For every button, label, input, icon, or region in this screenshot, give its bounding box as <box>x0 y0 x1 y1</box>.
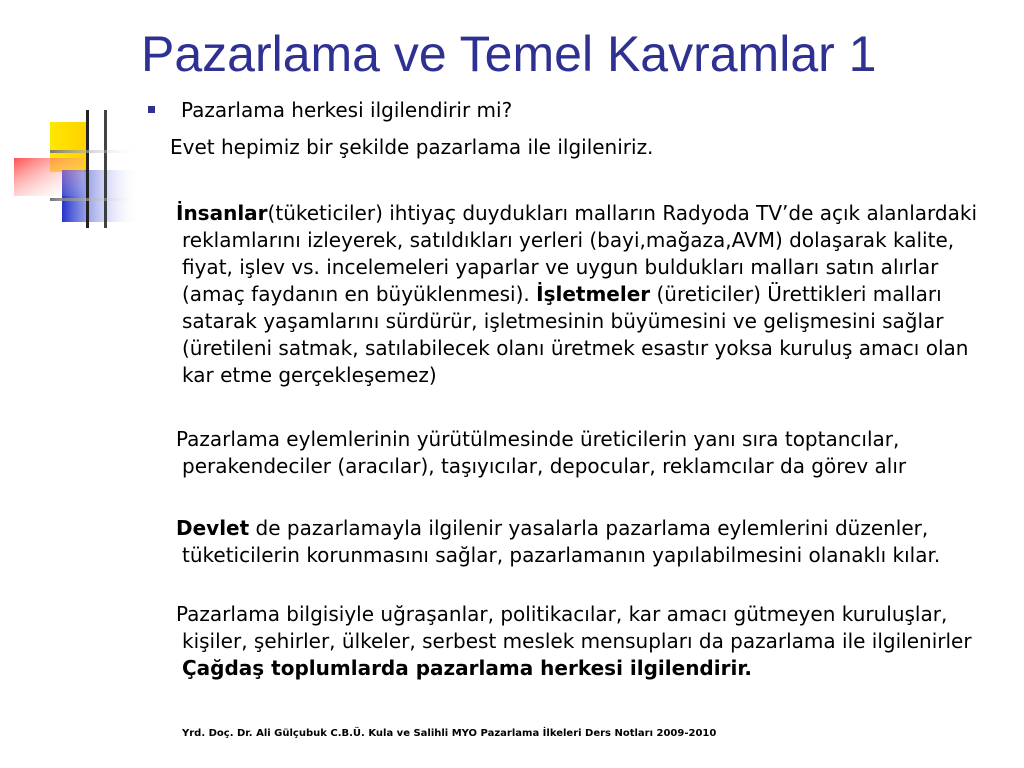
paragraph-government <box>176 515 997 569</box>
bullet-question-text: Pazarlama herkesi ilgilendirir mi? <box>181 98 513 122</box>
paragraph-text: (üreticiler) Ürettikleri malları satarak yaşamlarını sürdürür, işletmesinin büyümesini ve gelişmesini sağlar (üretileni satmak, satılabilecek olanı üretmek esastır yoksa kuruluş amacı olan kar etme gerçekleşemez) <box>182 282 969 387</box>
term-isletmeler: İşletmeler <box>536 282 651 306</box>
paragraph-everyone <box>176 601 997 682</box>
slide-footer: Yrd. Doç. Dr. Ali Gülçubuk C.B.Ü. Kula ve Salihli MYO Pazarlama İlkeleri Ders Notları 2009-2010 <box>182 728 717 739</box>
paragraph-text: de pazarlamayla ilgilenir yasalarla pazarlama eylemlerini düzenler, tüketicilerin korunmasını sağlar, pazarlamanın yapılabilmesini olanaklı kılar. <box>182 516 941 567</box>
paragraph-consumers-businesses <box>176 200 997 389</box>
answer-text: Evet hepimiz bir şekilde pazarlama ile ilgileniriz. <box>170 135 654 159</box>
slide-title: Pazarlama ve Temel Kavramlar 1 <box>141 26 877 82</box>
red-square <box>14 158 84 196</box>
term-insanlar: İnsanlar <box>176 201 268 225</box>
decorative-squares-graphic <box>0 0 160 240</box>
paragraph-intermediaries: Pazarlama eylemlerinin yürütülmesinde üreticilerin yanı sıra toptancılar, perakendeciler (aracılar), taşıyıcılar, depocular, reklamcılar da görev alır <box>176 427 907 478</box>
conclusion-bold: Çağdaş toplumlarda pazarlama herkesi ilgilendirir. <box>182 656 752 680</box>
paragraph-text: Pazarlama bilgisiyle uğraşanlar, politikacılar, kar amacı gütmeyen kuruluşlar, kişiler, şehirler, ülkeler, serbest meslek mensupları da pazarlama ile ilgilenirler <box>176 602 972 653</box>
paragraph-text: (tüketiciler) ihtiyaç duydukları malların Radyoda TV’de açık alanlardaki reklamlarını izleyerek, satıldıkları yerleri (bayi,mağaza,AVM) dolaşarak kalite, fiyat, işlev vs. incelemeleri yaparlar ve uygun buldukları malları satın alırlar (amaç faydanın en büyüklenmesi). <box>182 201 978 306</box>
term-devlet: Devlet <box>176 516 250 540</box>
bullet-square-icon <box>148 106 155 113</box>
